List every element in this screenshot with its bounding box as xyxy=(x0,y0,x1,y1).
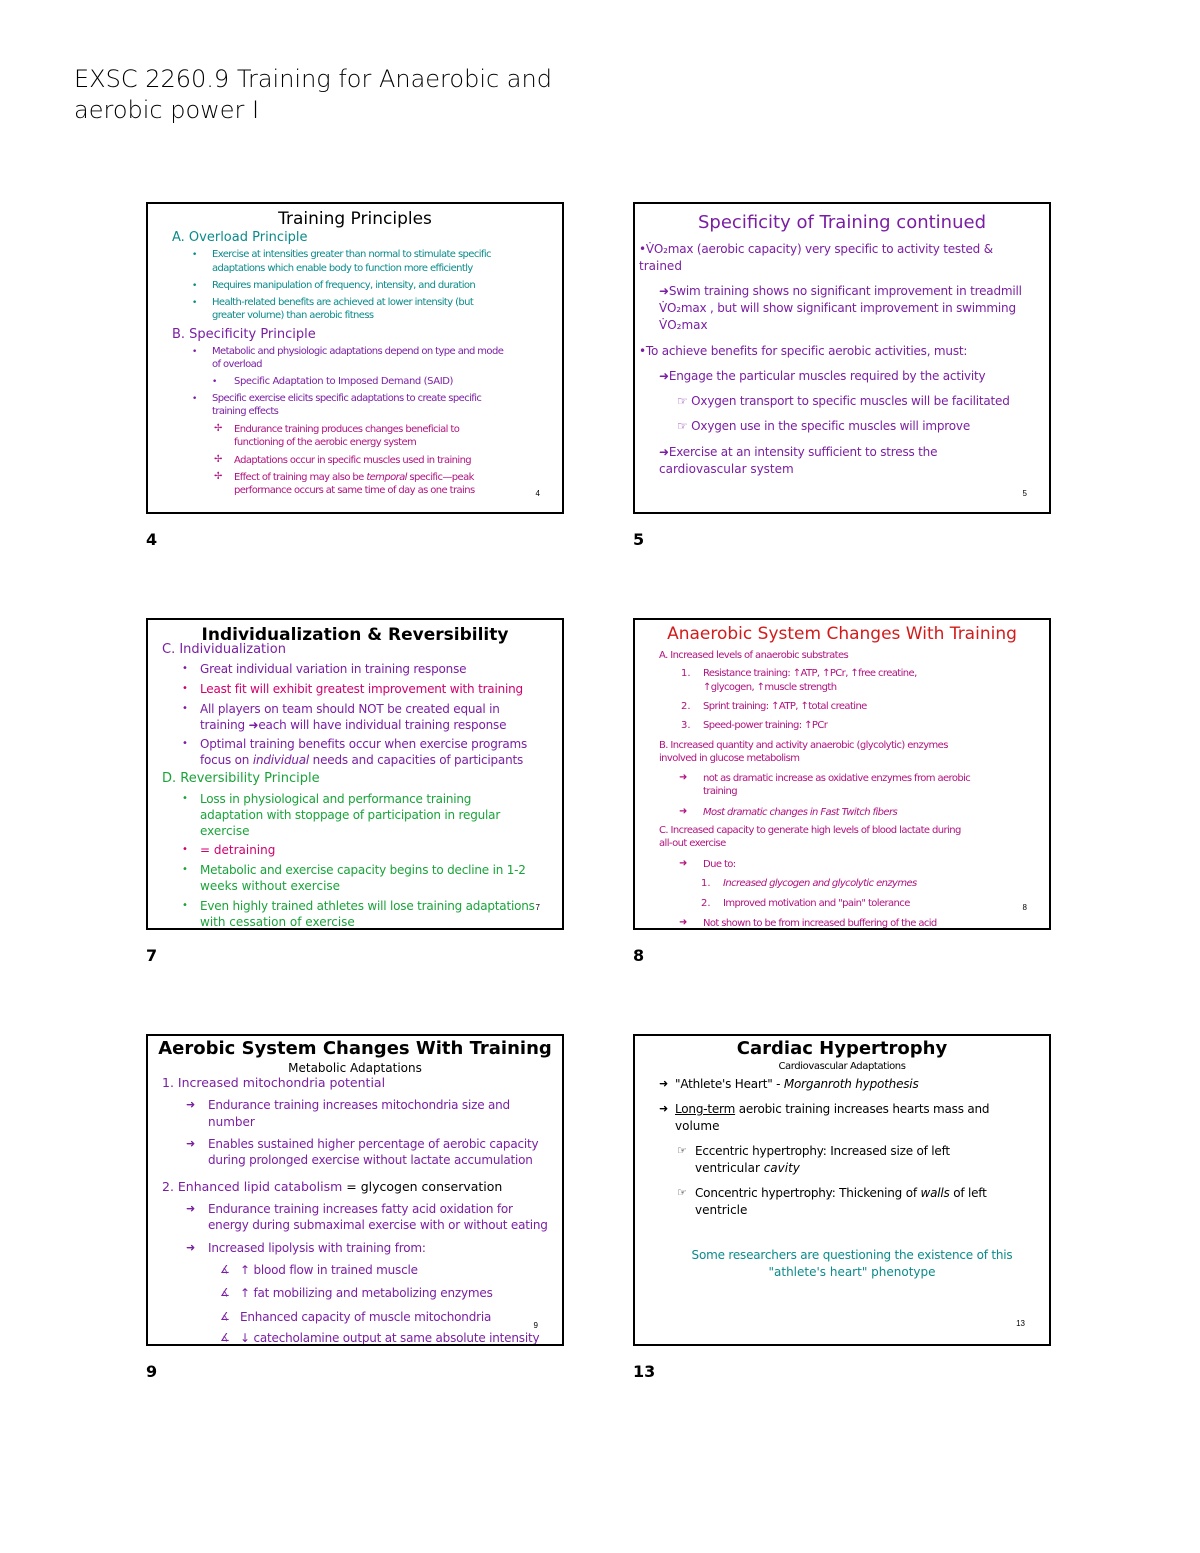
body-text: ➜Engage the particular muscles required by the activity xyxy=(659,369,986,383)
bullet-text: Specific exercise elicits specific adaptations to create specific xyxy=(212,393,482,404)
angle-bullet-icon: ∡ xyxy=(220,1286,230,1299)
section-heading: involved in glucose metabolism xyxy=(659,753,800,764)
body-text: ☞ Oxygen transport to specific muscles will be facilitated xyxy=(677,394,1010,408)
note-text: "athlete's heart" phenotype xyxy=(768,1265,936,1279)
bullet: • xyxy=(192,281,198,291)
bullet-text: training ➜each will have individual training response xyxy=(200,718,507,732)
text-run: ventricular xyxy=(695,1161,764,1175)
section-heading: 1. Increased mitochondria potential xyxy=(162,1075,386,1090)
bullet: • xyxy=(182,844,188,855)
slide-number-label: 13 xyxy=(633,1362,656,1381)
slide-page-number: 7 xyxy=(535,903,540,912)
section-heading: all-out exercise xyxy=(659,838,726,849)
bullet-text: Eccentric hypertrophy: Increased size of left xyxy=(695,1144,950,1158)
bullet-text xyxy=(695,1186,987,1200)
text-run: specific—peak xyxy=(406,472,474,483)
body-text: ☞ Oxygen use in the specific muscles will improve xyxy=(677,419,971,433)
slide-page-number: 5 xyxy=(1022,489,1027,498)
slide-title: Specificity of Training continued xyxy=(698,212,986,233)
pointing-hand-icon: ☞ xyxy=(677,1144,687,1157)
bullet-text: adaptation with stoppage of participation in regular xyxy=(200,808,501,822)
text-run: = glycogen conservation xyxy=(342,1179,503,1194)
list-text: Resistance training: ↑ATP, ↑PCr, ↑free creatine, xyxy=(703,668,917,679)
bullet-text: Requires manipulation of frequency, intensity, and duration xyxy=(212,280,476,291)
bullet-text: All players on team should NOT be created equal in xyxy=(200,702,500,716)
bullet-text: Enhanced capacity of muscle mitochondria xyxy=(240,1310,492,1324)
slide-title: Training Principles xyxy=(278,209,432,229)
section-heading: D. Reversibility Principle xyxy=(162,771,320,786)
bullet-text: adaptations which enable body to function more efficiently xyxy=(212,263,473,274)
bullet-text: Endurance training increases mitochondria size and xyxy=(208,1098,510,1112)
arrow-bullet-icon: ✢ xyxy=(214,471,223,482)
emphasis-text: Morganroth hypothesis xyxy=(783,1077,919,1091)
bullet-text: Enables sustained higher percentage of aerobic capacity xyxy=(208,1137,539,1151)
list-number: 2. xyxy=(701,898,711,909)
slide-title: Individualization & Reversibility xyxy=(201,625,509,645)
bullet-text: number xyxy=(208,1115,255,1129)
bullet: • xyxy=(182,738,188,749)
angle-bullet-icon: ∡ xyxy=(220,1310,230,1323)
bullet-text xyxy=(675,1102,989,1116)
bullet-text: Optimal training benefits occur when exercise programs xyxy=(200,737,528,751)
bullet-text: not as dramatic increase as oxidative enzymes from aerobic xyxy=(703,773,971,784)
bullet-text: of overload xyxy=(212,359,262,370)
arrow-bullet-icon: ✢ xyxy=(214,423,223,434)
slide-individualization-reversibility xyxy=(146,618,564,930)
list-text: Speed-power training: ↑PCr xyxy=(703,720,828,731)
bullet-text: performance occurs at same time of day as one trains xyxy=(234,485,475,496)
bullet-text: Increased lipolysis with training from: xyxy=(208,1241,426,1255)
slide-page-number: 4 xyxy=(535,489,540,498)
arrow-bullet-icon: ➜ xyxy=(659,1077,669,1090)
slide-aerobic-changes xyxy=(146,1034,564,1346)
bullet-text xyxy=(234,472,474,483)
bullet-text: energy during submaximal exercise with or without eating xyxy=(208,1218,548,1232)
bullet-text: Exercise at intensities greater than normal to stimulate specific xyxy=(212,249,491,260)
list-number: 2. xyxy=(681,701,691,712)
bullet-text: greater volume) than aerobic fitness xyxy=(212,310,374,321)
bullet: • xyxy=(212,377,218,387)
arrow-bullet-icon: ➜ xyxy=(679,858,688,869)
text-run: Concentric hypertrophy: Thickening of xyxy=(695,1186,921,1200)
slide-title: Anaerobic System Changes With Training xyxy=(667,624,1017,644)
bullet-text: Health-related benefits are achieved at lower intensity (but xyxy=(212,297,474,308)
bullet: • xyxy=(192,250,198,260)
bullet-text: with cessation of exercise xyxy=(200,915,355,929)
emphasis-text: temporal xyxy=(366,472,407,483)
list-text: ↑glycogen, ↑muscle strength xyxy=(703,682,837,693)
text-run: focus on xyxy=(200,753,253,767)
slide-page-number: 8 xyxy=(1022,903,1027,912)
bullet-text: = detraining xyxy=(200,843,276,857)
slide-anaerobic-changes xyxy=(633,618,1051,930)
slide-page-number: 9 xyxy=(533,1321,538,1330)
emphasis-text: walls xyxy=(920,1186,950,1200)
arrow-bullet-icon: ➜ xyxy=(186,1098,196,1111)
bullet-text: functioning of the aerobic energy system xyxy=(234,437,417,448)
bullet-text xyxy=(200,753,523,767)
bullet: • xyxy=(192,394,198,404)
slide-training-principles xyxy=(146,202,564,514)
bullet-text: training xyxy=(703,786,737,797)
bullet-text: training effects xyxy=(212,406,279,417)
body-text: V̇O₂max , but will show significant improvement in swimming xyxy=(659,301,1016,315)
slide-title: Aerobic System Changes With Training xyxy=(158,1038,552,1059)
list-number: 1. xyxy=(701,878,711,889)
text-run: aerobic training increases hearts mass and xyxy=(735,1102,990,1116)
arrow-bullet-icon: ➜ xyxy=(186,1137,196,1150)
emphasis-text: individual xyxy=(252,753,310,767)
bullet: • xyxy=(182,793,188,804)
arrow-bullet-icon: ✢ xyxy=(214,454,223,465)
bullet-text: Endurance training increases fatty acid oxidation for xyxy=(208,1202,513,1216)
slide-number-label: 5 xyxy=(633,530,645,549)
angle-bullet-icon: ∡ xyxy=(220,1263,230,1276)
pointing-hand-icon: ☞ xyxy=(677,1186,687,1199)
bullet-text: ↓ catecholamine output at same absolute intensity xyxy=(240,1331,540,1345)
body-text: ➜Swim training shows no significant improvement in treadmill xyxy=(659,284,1022,298)
bullet-text: ventricle xyxy=(695,1203,748,1217)
bullet-text: Metabolic and physiologic adaptations depend on type and mode xyxy=(212,346,504,357)
section-heading: C. Increased capacity to generate high levels of blood lactate during xyxy=(659,825,961,836)
bullet-text xyxy=(695,1161,800,1175)
body-text: ➜Exercise at an intensity sufficient to stress the xyxy=(659,445,938,459)
body-text: •V̇O₂max (aerobic capacity) very specific to activity tested & xyxy=(639,242,993,256)
bullet-text: Specific Adaptation to Imposed Demand (SAID) xyxy=(234,376,454,387)
text-run: of left xyxy=(949,1186,987,1200)
bullet-text: Adaptations occur in specific muscles used in training xyxy=(234,455,472,466)
arrow-bullet-icon: ➜ xyxy=(659,1102,669,1115)
text-run: needs and capacities of participants xyxy=(309,753,524,767)
bullet-text: weeks without exercise xyxy=(200,879,341,893)
bullet-text: volume xyxy=(675,1119,720,1133)
list-text: Improved motivation and "pain" tolerance xyxy=(723,898,910,909)
bullet-text: Due to: xyxy=(703,859,736,870)
underlined-text: Long-term xyxy=(675,1102,736,1116)
emphasis-text: cavity xyxy=(763,1161,800,1175)
section-heading: B. Specificity Principle xyxy=(172,327,316,342)
slide-number-label: 8 xyxy=(633,946,645,965)
document-title-line1: EXSC 2260.9 Training for Anaerobic and xyxy=(74,65,552,93)
arrow-bullet-icon: ➜ xyxy=(679,917,688,928)
bullet-text: Endurance training produces changes beneficial to xyxy=(234,424,460,435)
slide-page-number: 13 xyxy=(1016,1319,1025,1328)
note-text: Some researchers are questioning the existence of this xyxy=(691,1248,1013,1262)
bullet: • xyxy=(182,663,188,674)
slide-number-label: 7 xyxy=(146,946,158,965)
arrow-bullet-icon: ➜ xyxy=(186,1241,196,1254)
list-number: 1. xyxy=(681,668,691,679)
section-heading: B. Increased quantity and activity anaerobic (glycolytic) enzymes xyxy=(659,740,948,751)
arrow-bullet-icon: ➜ xyxy=(679,806,688,817)
section-heading: A. Increased levels of anaerobic substrates xyxy=(659,650,849,661)
slide-subtitle: Cardiovascular Adaptations xyxy=(778,1061,906,1072)
bullet-text: Loss in physiological and performance training xyxy=(200,792,472,806)
document-title xyxy=(74,64,552,126)
angle-bullet-icon: ∡ xyxy=(220,1331,230,1344)
bullet-text: during prolonged exercise without lactate accumulation xyxy=(208,1153,533,1167)
bullet: • xyxy=(182,703,188,714)
list-number: 3. xyxy=(681,720,691,731)
section-heading: A. Overload Principle xyxy=(172,230,308,245)
bullet-text: Not shown to be from increased buffering of the acid xyxy=(703,918,937,929)
bullet-text: exercise xyxy=(200,824,250,838)
slide-number-label: 9 xyxy=(146,1362,158,1381)
slide-number-label: 4 xyxy=(146,530,158,549)
text-run: Effect of training may also be xyxy=(234,472,367,483)
bullet: • xyxy=(182,900,188,911)
bullet: • xyxy=(182,864,188,875)
bullet: • xyxy=(192,298,198,308)
bullet-text xyxy=(675,1077,919,1091)
arrow-bullet-icon: ➜ xyxy=(186,1202,196,1215)
bullet-text: Least fit will exhibit greatest improvement with training xyxy=(200,682,523,696)
text-run: "Athlete's Heart" - xyxy=(675,1077,784,1091)
text-run: 2. Enhanced lipid catabolism xyxy=(162,1179,343,1194)
list-text: Sprint training: ↑ATP, ↑total creatine xyxy=(703,701,867,712)
body-text: trained xyxy=(639,259,682,273)
slide-subtitle: Metabolic Adaptations xyxy=(288,1061,422,1075)
arrow-bullet-icon: ➜ xyxy=(679,772,688,783)
bullet-text: ↑ blood flow in trained muscle xyxy=(240,1263,418,1277)
document-title-line2: aerobic power I xyxy=(74,96,260,124)
section-heading xyxy=(162,1179,502,1194)
bullet: • xyxy=(182,683,188,694)
bullet: • xyxy=(192,347,198,357)
slide-specificity-continued xyxy=(633,202,1051,514)
body-text: cardiovascular system xyxy=(659,462,794,476)
bullet-text: Even highly trained athletes will lose training adaptations xyxy=(200,899,535,913)
list-text: Increased glycogen and glycolytic enzymes xyxy=(723,878,917,889)
body-text: V̇O₂max xyxy=(659,318,708,332)
bullet-text: Great individual variation in training response xyxy=(200,662,467,676)
slide-cardiac-hypertrophy xyxy=(633,1034,1051,1346)
slide-title: Cardiac Hypertrophy xyxy=(736,1038,948,1059)
bullet-text: Most dramatic changes in Fast Twitch fibers xyxy=(703,807,898,818)
section-heading: C. Individualization xyxy=(162,642,286,657)
body-text: •To achieve benefits for specific aerobic activities, must: xyxy=(639,344,968,358)
bullet-text: ↑ fat mobilizing and metabolizing enzymes xyxy=(240,1286,493,1300)
bullet-text: Metabolic and exercise capacity begins to decline in 1-2 xyxy=(200,863,526,877)
